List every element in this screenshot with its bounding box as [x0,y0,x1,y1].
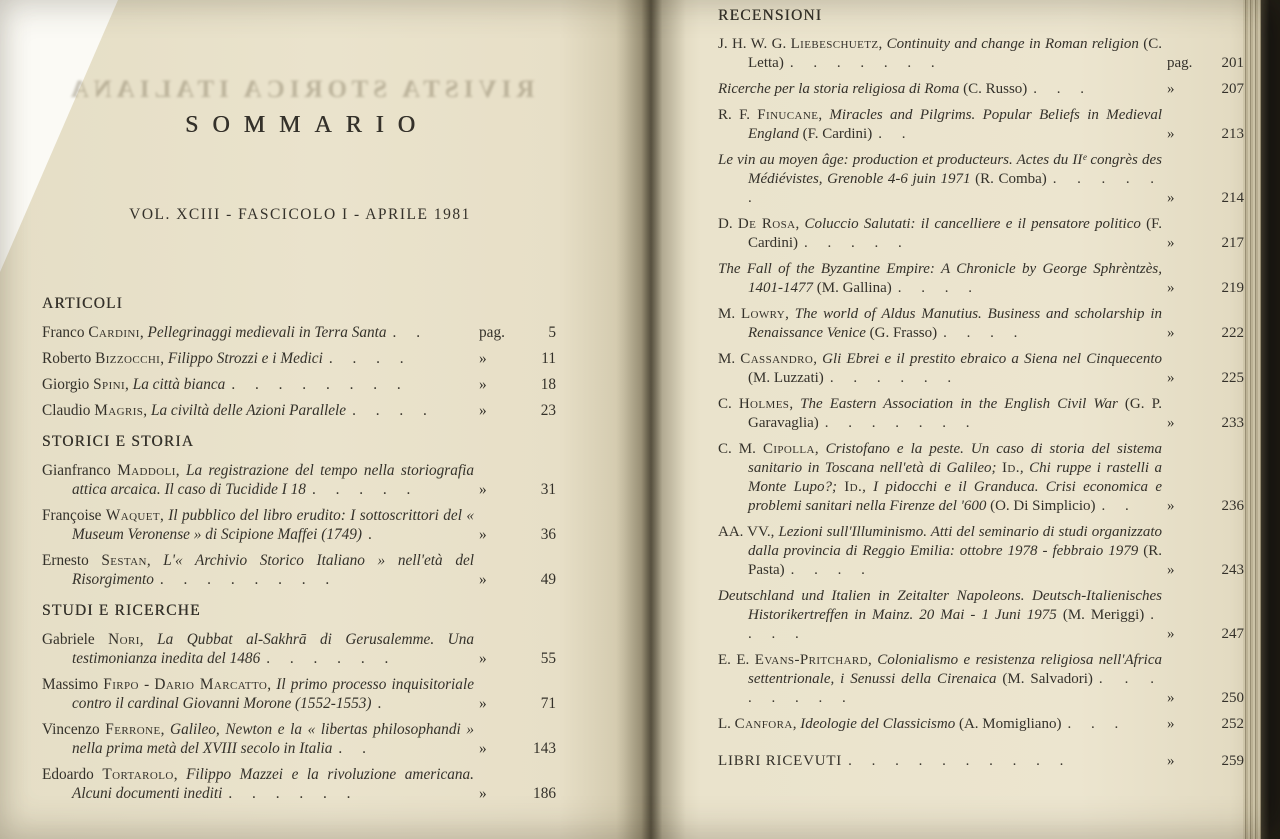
entry-text [718,215,1162,253]
page-ref-marker: » [1167,190,1175,206]
page-ref-marker: » [1167,370,1175,386]
libri-ricevuti-row [718,752,1244,771]
entry-roman-text: Franco [42,324,89,341]
entry-roman-text: , [814,441,826,457]
page-ref-marker: » [1167,415,1175,431]
page-number: 31 [540,481,556,498]
page-number: 247 [1221,626,1244,642]
page-ref-marker: » [1167,325,1175,341]
entry-text [718,35,1162,73]
dot-leader: . . . . [943,325,1026,341]
author-name: De Rosa [737,216,796,232]
entry-roman-text: (F. Cardini) [798,126,873,142]
entry-text [42,461,474,499]
book-cover-edge [1261,0,1280,839]
toc-entry [42,506,556,544]
entry-text [42,375,474,394]
dot-leader: . . [878,126,914,142]
entry-roman-text: , [160,350,168,367]
entry-roman-text: Ernesto [42,552,102,569]
dot-leader: . . . . . . [266,650,397,667]
entry-text [718,350,1162,388]
entry-text [718,752,1162,771]
entry-roman-text: , [813,351,823,367]
toc-entry [718,523,1244,580]
work-title: Colonialismo e resistenza religiosa nell'Africa settentrionale, i Senussi della Cirenaica [748,652,1163,687]
dot-leader: . . . . . . . [824,415,978,431]
entry-text [42,323,474,342]
entry-roman-text: (R. Pasta) [748,543,1163,578]
toc-entry [718,587,1244,644]
dot-leader: . . . . [328,350,412,367]
work-title: Cristofano e la peste. Un caso di storia del sistema sanitario in Toscana nell'età di Galileo; [748,441,1162,476]
entry-roman-text: , [160,721,171,738]
entry-roman-text: Edoardo [42,766,103,783]
dot-leader: . . . . . . . . [231,376,409,393]
page-number: 243 [1221,562,1244,578]
work-title: , I pidocchi e il Granduca. Crisi economica e problemi sanitari nella Firenze del '600 [748,479,1162,514]
page-number: 36 [540,526,556,543]
page-number: 71 [540,695,556,712]
page-number: 201 [1221,55,1244,71]
toc-entry [718,151,1244,208]
toc-entry [718,80,1244,99]
author-name: Bizzocchi [95,350,161,367]
entry-roman-text: , [139,324,148,341]
show-through-text: RIVISTA STORICA ITALIANA [65,76,535,103]
entry-roman-text: , [267,676,277,693]
entry-roman-text: Massimo [42,676,104,693]
section-heading-recensioni: RECENSIONI [718,7,823,24]
page-ref-marker: pag. [479,324,505,341]
author-name: Evans-Pritchard [754,652,869,668]
page-number: 186 [533,785,556,802]
dot-leader: . . . . [897,280,980,296]
page-ref-marker: » [1167,716,1175,732]
entry-roman-text: D. [718,216,738,232]
entry-text [42,675,474,713]
section-heading: ARTICOLI [42,295,123,312]
entry-roman-text: , [785,306,795,322]
page-ref-marker: » [1167,280,1175,296]
author-name: Ferrone [105,721,161,738]
work-title: Filippo Mazzei e la rivoluzione americana. Alcuni documenti inediti [72,766,474,802]
author-name: Nori [108,631,140,648]
dot-leader: . [377,695,390,712]
page-number: 225 [1221,370,1244,386]
dot-leader: . . . . . . [748,171,1163,206]
toc-entry [42,375,556,394]
author-name: Finucane [757,107,819,123]
entry-roman-text: , [146,552,164,569]
entry-roman-text: (C. Russo) [959,81,1028,97]
dot-leader: . . . . . . . . [159,571,338,588]
toc-entry [42,675,556,713]
dot-leader: . . . [1033,81,1093,97]
work-title: Le vin au moyen âge: production et producteurs. Actes du IIᵉ congrès des Médiévistes, Grenoble 4-6 juin 1971 [718,152,1162,187]
page-ref-marker: » [1167,562,1175,578]
page-ref-marker: » [1167,498,1175,514]
section-heading: STORICI E STORIA [42,433,195,450]
entry-roman-text: (M. Salvadori) [996,671,1093,687]
dot-leader: . [368,526,380,543]
author-name: Magris [94,402,144,419]
entry-text [718,151,1162,208]
page-number: 23 [540,402,556,419]
entry-roman-text: R. F. [718,107,758,123]
entry-roman-text: (R. Comba) [970,171,1047,187]
page-number: 219 [1221,280,1244,296]
dot-leader: . . . . [790,562,873,578]
entry-roman-text: M. [718,351,741,367]
toc-entry [718,350,1244,388]
author-name: Cardini [88,324,140,341]
work-title: Deutschland und Italien in Zeitalter Napoleons. Deutsch-Italienisches Historikertreffen in Mainz. 20 Mai - 1 Juni 1975 [718,588,1162,623]
entry-text [718,440,1162,516]
entry-roman-text: , [792,716,801,732]
page-number: 214 [1221,190,1244,206]
dot-leader: . . . . . [311,481,419,498]
entry-roman-text: Claudio [42,402,95,419]
author-name: Lowry [740,306,786,322]
gutter-shadow [616,0,686,839]
dot-leader: . . [392,324,429,341]
page-ref-marker: » [479,571,487,588]
work-title: Filippo Strozzi e i Medici [167,350,323,367]
page-number: 207 [1221,81,1244,97]
entry-roman-text: (M. Meriggi) [1056,607,1145,623]
toc-entry [718,305,1244,343]
toc-entry [42,765,556,803]
entry-roman-text: (A. Momigliano) [955,716,1062,732]
dot-leader: . . . . . . [829,370,960,386]
author-name: Id. [844,479,863,495]
page-number: 143 [533,740,556,757]
page-number: 55 [540,650,556,667]
dot-leader: . . . . [748,607,1162,642]
work-title: La Qubbat al-Sakhrā di Gerusalemme. Una testimonianza inedita del 1486 [72,631,474,667]
entry-roman-text: L. [718,716,735,732]
toc-entry [42,630,556,668]
page-ref-marker: » [479,402,487,419]
page-ref-marker: » [479,376,487,393]
dot-leader: . . . . . . . . . . [848,753,1072,769]
page-ref-marker: » [479,350,487,367]
page-ref-marker: » [1167,235,1175,251]
work-title: La civiltà delle Azioni Parallele [150,402,347,419]
author-name: Canfora [734,716,793,732]
entry-roman-text: , [125,376,133,393]
entry-roman-text: (F. Cardini) [748,216,1162,251]
entry-text [718,715,1162,734]
work-title: La città bianca [132,376,226,393]
entry-text [42,401,474,420]
work-title: L'« Archivio Storico Italiano » nell'età del Risorgimento [72,552,475,588]
entry-text [718,260,1162,298]
entry-roman-text: (O. Di Simplicio) [986,498,1096,514]
page-number: 259 [1221,753,1244,769]
entry-text [42,506,474,544]
work-title: Ricerche per la storia religiosa di Roma [718,81,960,97]
work-title: Ideologie del Classicismo [800,716,956,732]
author-name: Maddoli [117,462,176,479]
dot-leader: . . . . . . [228,785,359,802]
toc-entry [718,715,1244,734]
entry-roman-text: Vincenzo [42,721,106,738]
entry-roman-text: (C. Letta) [748,36,1163,71]
page-ref-marker: » [1167,753,1175,769]
entry-roman-text: , [175,462,186,479]
page-ref-marker: » [479,740,487,757]
toc-entry [42,461,556,499]
volume-line: VOL. XCIII - FASCICOLO I - APRILE 1981 [129,206,471,223]
entry-roman-text: (G. Frasso) [865,325,938,341]
dot-leader: . . . . . [804,235,910,251]
work-title: Gli Ebrei e il prestito ebraico a Siena nel Cinquecento [822,351,1163,367]
page-ref-marker: » [479,481,487,498]
work-title: La registrazione del tempo nella storiografia attica arcaica. Il caso di Tucidide I 18 [72,462,475,498]
page-ref-marker: » [1167,626,1175,642]
entry-roman-text: Gabriele [42,631,109,648]
dot-leader: . . . . . . . [789,55,943,71]
work-title: , Chi ruppe i rastelli a Monte Lupo?; [748,460,1162,495]
author-name: Dario Marcatto [154,676,268,693]
author-name: Holmes [738,396,790,412]
toc-entry [42,551,556,589]
page-number: 217 [1221,235,1244,251]
toc-entry [718,215,1244,253]
page-number: 213 [1221,126,1244,142]
entry-roman-text: E. E. [718,652,755,668]
entry-text [718,395,1162,433]
page-ref-marker: » [479,695,487,712]
entry-roman-text: , [789,396,801,412]
libri-ricevuti-label: LIBRI RICEVUTI [718,753,843,769]
page-ref-marker: » [479,650,487,667]
page-number: 222 [1221,325,1244,341]
page-number: 236 [1221,498,1244,514]
entry-text [42,551,474,589]
entry-text [718,106,1162,144]
toc-entry [42,720,556,758]
entry-roman-text: , [878,36,887,52]
work-title: Pellegrinaggi medievali in Terra Santa [147,324,387,341]
entry-roman-text: , [868,652,878,668]
work-title: Il primo processo inquisitoriale contro il cardinal Giovanni Morone (1552-1553) [72,676,474,712]
page-ref-marker: » [479,526,487,543]
entry-roman-text: Gianfranco [42,462,118,479]
author-name: Id. [1002,460,1020,476]
entry-text [718,80,1162,99]
entry-text [718,587,1162,644]
work-title: Galileo, Newton e la « libertas philosophandi » nella prima metà del XVIII secolo in Italia [72,721,474,757]
dot-leader: . . . . [352,402,435,419]
right-entries [718,35,1244,734]
toc-entry [42,323,556,342]
toc-entry [42,349,556,368]
author-name: Sestan [101,552,147,569]
work-title: The Eastern Association in the English Civil War [800,396,1118,412]
page-ref-marker: » [479,785,487,802]
author-name: Liebeschuetz [790,36,879,52]
dot-leader: . . [1101,498,1137,514]
page-number: 252 [1221,716,1244,732]
page-ref-marker: » [1167,690,1175,706]
entry-roman-text: , [139,631,158,648]
toc-entry [718,651,1244,708]
entry-roman-text: , [173,766,187,783]
toc-entry [718,260,1244,298]
author-name: Spini [93,376,126,393]
page-number: 49 [540,571,556,588]
entry-roman-text: C. M. [718,441,763,457]
toc-entry [718,106,1244,144]
page-number: 18 [540,376,556,393]
work-title: The Fall of the Byzantine Empire: A Chronicle by George Sphrèntzès, 1401-1477 [718,261,1162,296]
entry-text [42,349,474,368]
page-ref-marker: » [1167,126,1175,142]
page-number: 250 [1221,690,1244,706]
author-name: Firpo [103,676,139,693]
dot-leader: . . . [1067,716,1127,732]
entry-roman-text: (M. Gallina) [813,280,892,296]
author-name: Cipolla [762,441,815,457]
entry-text [718,651,1162,708]
entry-roman-text: AA. VV., [718,524,779,540]
toc-entry [718,35,1244,73]
entry-roman-text: M. [718,306,741,322]
page-title: SOMMARIO [184,112,430,138]
section-heading: STUDI E RICERCHE [42,602,201,619]
page-ref-marker: pag. [1167,55,1193,71]
entry-text [42,720,474,758]
work-title: Lezioni sull'Illuminismo. Atti del seminario di studi organizzato dalla provincia di Reggio Emilia: ottobre 1978 - febbraio 1979 [748,524,1162,559]
left-sections [42,294,556,810]
author-name: Tortarolo [102,766,174,783]
page-number: 11 [541,350,556,367]
dot-leader: . . . . . . . . [748,671,1162,706]
entry-text [718,305,1162,343]
entry-text [42,765,474,803]
toc-entry [718,395,1244,433]
work-title: Miracles and Pilgrims. Popular Beliefs in Medieval England [748,107,1163,142]
entry-roman-text: - [138,676,155,693]
author-name: Cassandro [740,351,814,367]
entry-roman-text: (G. P. Garavaglia) [748,396,1162,431]
entry-roman-text: , [143,402,151,419]
work-title: Continuity and change in Roman religion [886,36,1139,52]
entry-roman-text: Roberto [42,350,96,367]
work-title: The world of Aldus Manutius. Business and scholarship in Renaissance Venice [748,306,1162,341]
entry-roman-text: , [160,507,169,524]
entry-roman-text: , [795,216,805,232]
entry-roman-text: , [818,107,830,123]
entry-roman-text: Françoise [42,507,106,524]
entry-text [718,523,1162,580]
toc-entry [718,440,1244,516]
entry-roman-text: Giorgio [42,376,94,393]
author-name: Waquet [105,507,160,524]
entry-roman-text: (M. Luzzati) [748,370,824,386]
toc-entry [42,401,556,420]
dot-leader: . . [338,740,374,757]
right-page-content [718,6,1244,778]
entry-text [42,630,474,668]
work-title: Coluccio Salutati: il cancelliere e il pensatore politico [804,216,1141,232]
entry-roman-text: J. H. W. G. [718,36,791,52]
page-number: 5 [548,324,556,341]
page-ref-marker: » [1167,81,1175,97]
entry-roman-text: C. [718,396,739,412]
page-number: 233 [1221,415,1244,431]
work-title: Il pubblico del libro erudito: I sottoscrittori del « Museum Veronense » di Scipione Maffei (1749) [72,507,474,543]
